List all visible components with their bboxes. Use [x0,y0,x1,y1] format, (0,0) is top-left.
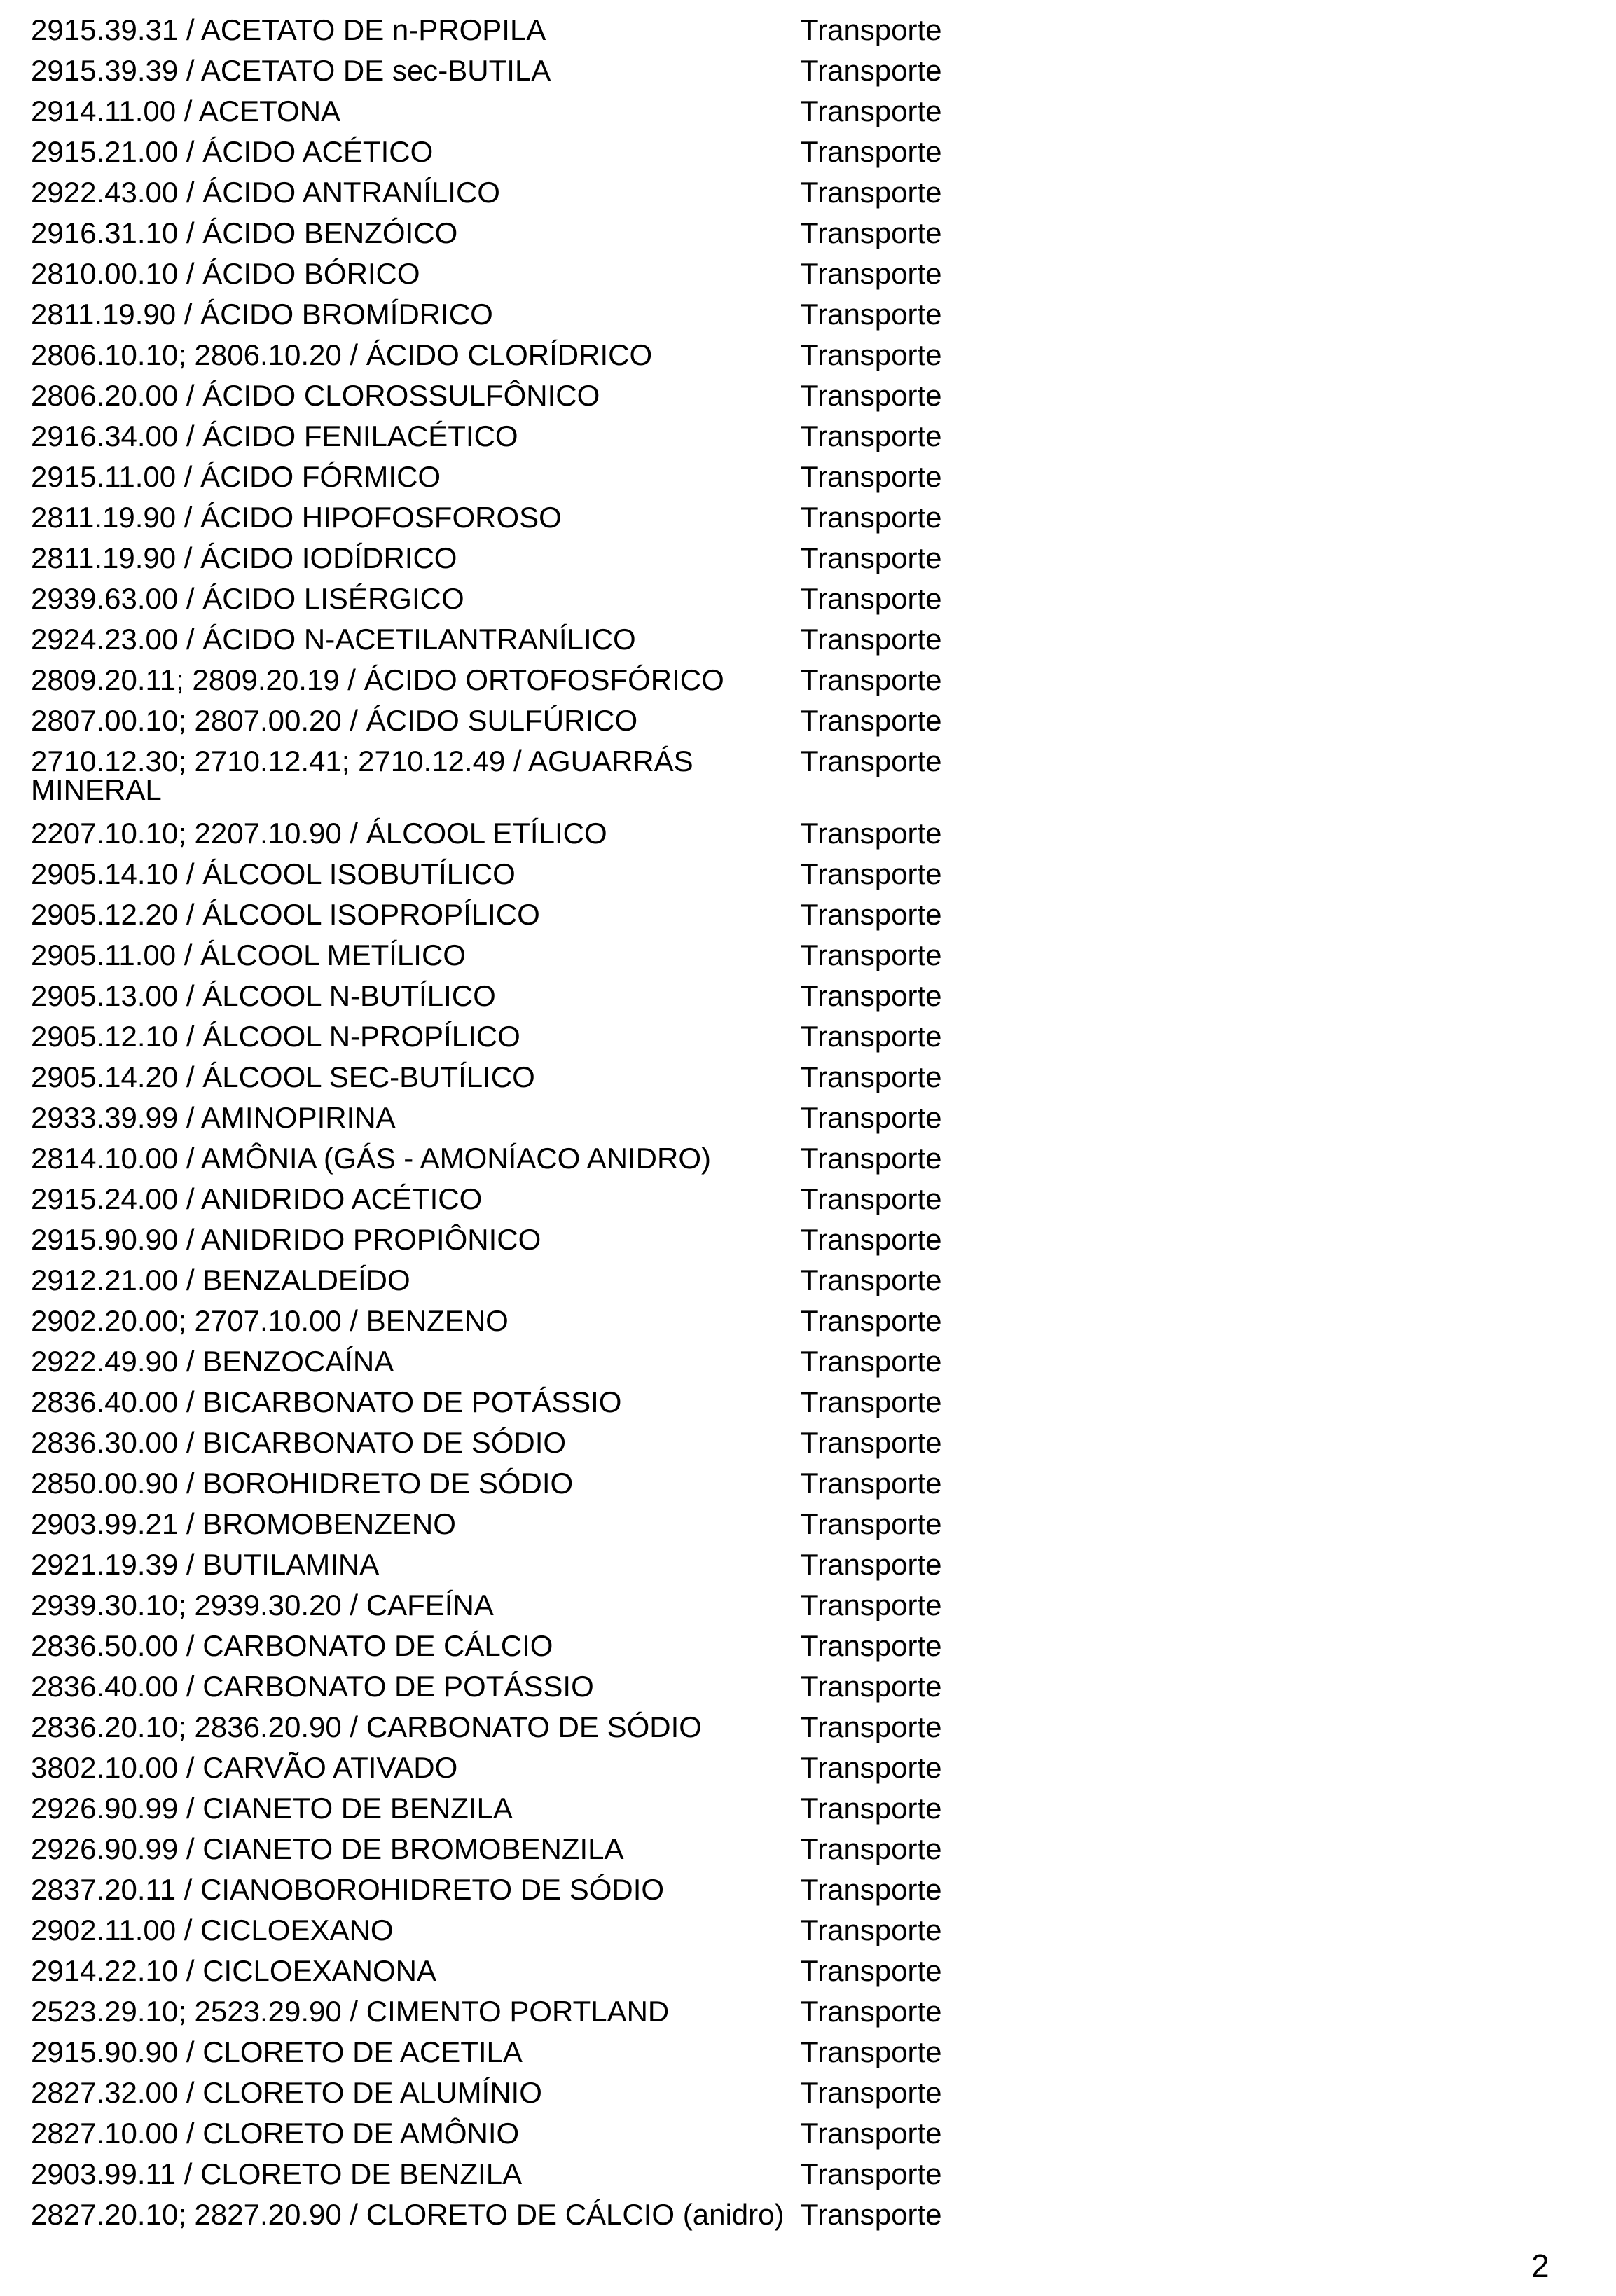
product-name: 2809.20.11; 2809.20.19 / ÁCIDO ORTOFOSFÓRICO [31,663,724,696]
usage-label: Transporte [801,1954,942,1987]
list-item [31,1504,1011,1544]
list-item [31,1301,1011,1341]
list-item [31,1219,1011,1260]
product-name: 2836.30.00 / BICARBONATO DE SÓDIO [31,1426,567,1459]
product-name: 2922.43.00 / ÁCIDO ANTRANÍLICO [31,176,500,209]
product-name: 2905.11.00 / ÁLCOOL METÍLICO [31,939,466,971]
product-name: 2710.12.30; 2710.12.41; 2710.12.49 / AGUARRÁS MINERAL [31,745,693,806]
list-item [31,660,1011,700]
usage-label: Transporte [801,704,942,737]
product-name: 2905.13.00 / ÁLCOOL N-BUTÍLICO [31,979,496,1012]
list-item [31,254,1011,294]
list-item [31,700,1011,741]
list-item [31,741,1011,813]
product-name: 2915.90.90 / ANIDRIDO PROPIÔNICO [31,1223,541,1256]
product-name: 2827.20.10; 2827.20.90 / CLORETO DE CÁLCIO (anidro) [31,2198,785,2231]
list-item [31,935,1011,976]
list-item [31,894,1011,935]
usage-label: Transporte [801,939,942,971]
product-name: 2905.12.10 / ÁLCOOL N-PROPÍLICO [31,1020,520,1053]
list-item [31,1098,1011,1138]
product-name: 2836.40.00 / CARBONATO DE POTÁSSIO [31,1670,594,1703]
usage-label: Transporte [801,663,942,696]
list-item [31,1788,1011,1829]
usage-label: Transporte [801,1995,942,2028]
product-name: 2811.19.90 / ÁCIDO HIPOFOSFOROSO [31,501,562,534]
usage-label: Transporte [801,898,942,931]
usage-label: Transporte [801,176,942,209]
list-item [31,335,1011,375]
usage-label: Transporte [801,1020,942,1053]
usage-label: Transporte [801,54,942,87]
product-name: 2912.21.00 / BENZALDEÍDO [31,1264,410,1296]
list-item [31,416,1011,457]
usage-label: Transporte [801,216,942,249]
usage-label: Transporte [801,135,942,168]
usage-label: Transporte [801,501,942,534]
usage-label: Transporte [801,379,942,412]
usage-label: Transporte [801,1264,942,1296]
product-name: 2850.00.90 / BOROHIDRETO DE SÓDIO [31,1467,574,1500]
list-item [31,1707,1011,1748]
list-item [31,2194,1011,2238]
product-name: 2915.21.00 / ÁCIDO ACÉTICO [31,135,434,168]
list-item [31,1260,1011,1301]
product-name: 2811.19.90 / ÁCIDO IODÍDRICO [31,541,457,574]
product-name: 2939.63.00 / ÁCIDO LISÉRGICO [31,582,464,615]
page-number: 2 [1531,2248,1549,2284]
usage-label: Transporte [801,1385,942,1418]
list-item [31,457,1011,497]
usage-label: Transporte [801,1670,942,1703]
product-name: 2924.23.00 / ÁCIDO N-ACETILANTRANÍLICO [31,623,636,656]
usage-label: Transporte [801,582,942,615]
list-item [31,813,1011,854]
product-name: 2902.11.00 / CICLOEXANO [31,1914,394,1946]
usage-label: Transporte [801,1101,942,1134]
usage-label: Transporte [801,460,942,493]
usage-label: Transporte [801,338,942,371]
product-name: 2806.20.00 / ÁCIDO CLOROSSULFÔNICO [31,379,600,412]
product-name: 2915.39.39 / ACETATO DE sec-BUTILA [31,54,551,87]
usage-label: Transporte [801,1548,942,1581]
usage-label: Transporte [801,420,942,452]
product-name: 2921.19.39 / BUTILAMINA [31,1548,380,1581]
usage-label: Transporte [801,2035,942,2068]
list-item [31,294,1011,335]
product-name: 2523.29.10; 2523.29.90 / CIMENTO PORTLAND [31,1995,670,2028]
list-item [31,538,1011,579]
usage-label: Transporte [801,257,942,290]
product-name: 2807.00.10; 2807.00.20 / ÁCIDO SULFÚRICO [31,704,638,737]
usage-label: Transporte [801,95,942,127]
list-item [31,1544,1011,1585]
list-item [31,1382,1011,1423]
list-item [31,497,1011,538]
usage-label: Transporte [801,857,942,890]
list-item [31,50,1011,91]
usage-label: Transporte [801,1751,942,1784]
list-item [31,1910,1011,1951]
product-name: 2914.11.00 / ACETONA [31,95,341,127]
product-name: 2903.99.21 / BROMOBENZENO [31,1507,456,1540]
product-name: 2836.50.00 / CARBONATO DE CÁLCIO [31,1629,553,1662]
usage-label: Transporte [801,2076,942,2109]
usage-label: Transporte [801,1710,942,1743]
usage-label: Transporte [801,1223,942,1256]
usage-label: Transporte [801,1304,942,1337]
product-name: 3802.10.00 / CARVÃO ATIVADO [31,1751,458,1784]
usage-label: Transporte [801,2157,942,2190]
usage-label: Transporte [801,298,942,331]
product-name: 2827.32.00 / CLORETO DE ALUMÍNIO [31,2076,542,2109]
usage-label: Transporte [801,1426,942,1459]
product-name: 2903.99.11 / CLORETO DE BENZILA [31,2157,523,2190]
list-item [31,1423,1011,1463]
list-item [31,1991,1011,2032]
product-name: 2905.14.10 / ÁLCOOL ISOBUTÍLICO [31,857,516,890]
usage-label: Transporte [801,1060,942,1093]
product-name: 2915.11.00 / ÁCIDO FÓRMICO [31,460,441,493]
usage-label: Transporte [801,1832,942,1865]
list-item [31,854,1011,894]
product-name: 2922.49.90 / BENZOCAÍNA [31,1345,394,1378]
list-item [31,2113,1011,2154]
list-item [31,213,1011,254]
usage-label: Transporte [801,2117,942,2150]
list-item [31,1626,1011,1666]
product-name: 2827.10.00 / CLORETO DE AMÔNIO [31,2117,520,2150]
product-name: 2836.40.00 / BICARBONATO DE POTÁSSIO [31,1385,622,1418]
product-name: 2926.90.99 / CIANETO DE BROMOBENZILA [31,1832,624,1865]
list-item [31,1869,1011,1910]
product-name: 2207.10.10; 2207.10.90 / ÁLCOOL ETÍLICO [31,817,607,850]
product-name: 2905.12.20 / ÁLCOOL ISOPROPÍLICO [31,898,540,931]
usage-label: Transporte [801,541,942,574]
product-name: 2939.30.10; 2939.30.20 / CAFEÍNA [31,1589,494,1621]
usage-label: Transporte [801,1142,942,1175]
product-name: 2837.20.11 / CIANOBOROHIDRETO DE SÓDIO [31,1873,665,1906]
list-item [31,375,1011,416]
product-name: 2905.14.20 / ÁLCOOL SEC-BUTÍLICO [31,1060,535,1093]
list-item [31,579,1011,619]
list-item [31,2154,1011,2194]
list-item [31,1016,1011,1057]
product-name: 2914.22.10 / CICLOEXANONA [31,1954,436,1987]
list-item [31,1585,1011,1626]
product-name: 2915.24.00 / ANIDRIDO ACÉTICO [31,1182,483,1215]
usage-label: Transporte [801,1345,942,1378]
list-item [31,2073,1011,2113]
usage-label: Transporte [801,1467,942,1500]
product-name: 2916.31.10 / ÁCIDO BENZÓICO [31,216,458,249]
list-item [31,91,1011,132]
list-item [31,1666,1011,1707]
list-item [31,1829,1011,1869]
list-item [31,10,1011,50]
usage-label: Transporte [801,623,942,656]
usage-label: Transporte [801,1873,942,1906]
usage-label: Transporte [801,1589,942,1621]
product-name: 2814.10.00 / AMÔNIA (GÁS - AMONÍACO ANIDRO) [31,1142,711,1175]
usage-label: Transporte [801,979,942,1012]
list-item [31,1463,1011,1504]
usage-label: Transporte [801,1792,942,1825]
usage-label: Transporte [801,745,942,777]
usage-label: Transporte [801,2198,942,2231]
usage-label: Transporte [801,817,942,850]
usage-label: Transporte [801,1914,942,1946]
product-name: 2933.39.99 / AMINOPIRINA [31,1101,396,1134]
list-item [31,1748,1011,1788]
list-item [31,619,1011,660]
product-name: 2902.20.00; 2707.10.00 / BENZENO [31,1304,509,1337]
product-name: 2836.20.10; 2836.20.90 / CARBONATO DE SÓDIO [31,1710,702,1743]
usage-label: Transporte [801,1629,942,1662]
list-item [31,1138,1011,1179]
list-item [31,976,1011,1016]
list-item [31,132,1011,172]
list-item [31,2032,1011,2073]
usage-label: Transporte [801,1182,942,1215]
list-item [31,172,1011,213]
product-name: 2916.34.00 / ÁCIDO FENILACÉTICO [31,420,518,452]
product-name: 2915.39.31 / ACETATO DE n-PROPILA [31,13,546,46]
usage-label: Transporte [801,1507,942,1540]
product-name: 2806.10.10; 2806.10.20 / ÁCIDO CLORÍDRICO [31,338,653,371]
product-name: 2811.19.90 / ÁCIDO BROMÍDRICO [31,298,493,331]
product-name: 2926.90.99 / CIANETO DE BENZILA [31,1792,513,1825]
list-item [31,1951,1011,1991]
list-item [31,1341,1011,1382]
list-item [31,1179,1011,1219]
product-name: 2810.00.10 / ÁCIDO BÓRICO [31,257,420,290]
product-name: 2915.90.90 / CLORETO DE ACETILA [31,2035,523,2068]
product-list [31,10,1011,2238]
usage-label: Transporte [801,13,942,46]
list-item [31,1057,1011,1098]
